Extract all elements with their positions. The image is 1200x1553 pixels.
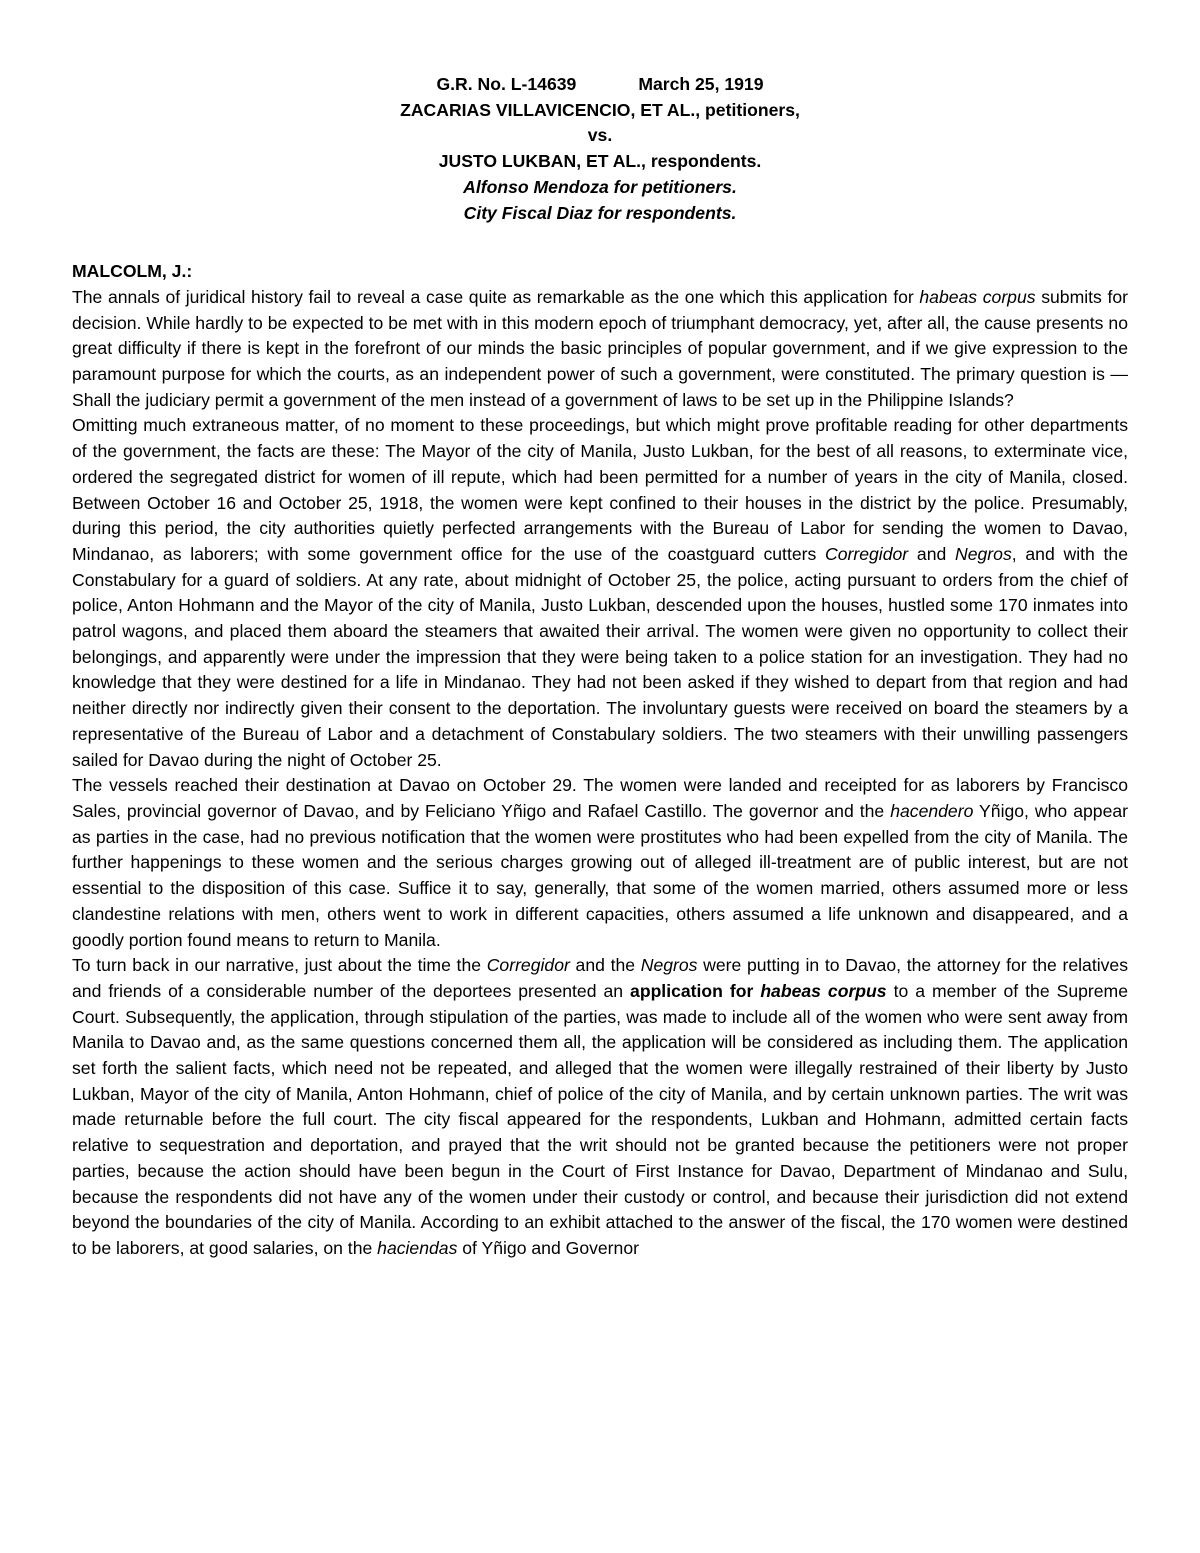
counsel-petitioners: Alfonso Mendoza for petitioners. — [463, 176, 737, 197]
case-number-line — [72, 72, 1128, 98]
case-date: March 25, 1919 — [638, 74, 764, 94]
case-header — [72, 72, 1128, 226]
paragraph-4: To turn back in our narrative, just about the time the Corregidor and the Negros were putting in to Davao, the attorney for the relatives and friends of a considerable number of the deportees presented an application for habeas corpus to a member of the Supreme Court. Subsequently, the application, through stipulation of the parties, was made to include all of the women who were sent away from Manila to Davao and, as the same questions concerned them all, the application will be considered as including them. The application set forth the salient facts, which need not be repeated, and alleged that the women were illegally restrained of their liberty by Justo Lukban, Mayor of the city of Manila, Anton Hohmann, chief of police of the city of Manila, and by certain unknown parties. The writ was made returnable before the full court. The city fiscal appeared for the respondents, Lukban and Hohmann, admitted certain facts relative to sequestration and deportation, and prayed that the writ should not be granted because the petitioners were not proper parties, because the action should have been begun in the Court of First Instance for Davao, Department of Mindanao and Sulu, because the respondents did not have any of the women under their custody or control, and because their jurisdiction did not extend beyond the boundaries of the city of Manila. According to an exhibit attached to the answer of the fiscal, the 170 women were destined to be laborers, at good salaries, on the haciendas of Yñigo and Governor — [72, 955, 1129, 1258]
respondents-line: JUSTO LUKBAN, ET AL., respondents. — [438, 151, 762, 172]
case-number: G.R. No. L-14639 — [436, 74, 577, 94]
petitioners-line: ZACARIAS VILLAVICENCIO, ET AL., petitioners, — [400, 99, 800, 120]
versus-line: vs. — [587, 125, 613, 146]
document-page — [72, 72, 1128, 1262]
paragraph-2: Omitting much extraneous matter, of no moment to these proceedings, but which might prove profitable reading for other departments of the government, the facts are these: The Mayor of the city of Manila, Justo Lukban, for the best of all reasons, to exterminate vice, ordered the segregated district for women of ill repute, which had been permitted for a number of years in the city of Manila, closed. Between October 16 and October 25, 1918, the women were kept confined to their houses in the district by the police. Presumably, during this period, the city authorities quietly perfected arrangements with the Bureau of Labor for sending the women to Davao, Mindanao, as laborers; with some government office for the use of the coastguard cutters Corregidor and Negros, and with the Constabulary for a guard of soldiers. At any rate, about midnight of October 25, the police, acting pursuant to orders from the chief of police, Anton Hohmann and the Mayor of the city of Manila, Justo Lukban, descended upon the houses, hustled some 170 inmates into patrol wagons, and placed them aboard the steamers that awaited their arrival. The women were given no opportunity to collect their belongings, and apparently were under the impression that they were being taken to a police station for an investigation. They had no knowledge that they were destined for a life in Mindanao. They had not been asked if they wished to depart from that region and had neither directly nor indirectly given their consent to the deportation. The involuntary guests were received on board the steamers by a representative of the Bureau of Labor and a detachment of Constabulary soldiers. The two steamers with their unwilling passengers sailed for Davao during the night of October 25. — [72, 415, 1128, 770]
paragraph-3: The vessels reached their destination at Davao on October 29. The women were landed and receipted for as laborers by Francisco Sales, provincial governor of Davao, and by Feliciano Yñigo and Rafael Castillo. The governor and the hacendero Yñigo, who appear as parties in the case, had no previous notification that the women were prostitutes who had been expelled from the city of Manila. The further happenings to these women and the serious charges growing out of alleged ill-treatment are of public interest, but are not essential to the disposition of this case. Suffice it to say, generally, that some of the women married, others assumed more or less clandestine relations with men, others went to work in different capacities, others assumed a life unknown and disappeared, and a goodly portion found means to return to Manila. — [72, 775, 1128, 950]
judge-name: MALCOLM, J.: — [72, 261, 193, 282]
paragraph-1: The annals of juridical history fail to reveal a case quite as remarkable as the one which this application for habeas corpus submits for decision. While hardly to be expected to be met with in this modern epoch of triumphant democracy, yet, after all, the cause presents no great difficulty if there is kept in the forefront of our minds the basic principles of popular government, and if we give expression to the paramount purpose for which the courts, as an independent power of such a government, were constituted. The primary question is — Shall the judiciary permit a government of the men instead of a government of laws to be set up in the Philippine Islands? — [72, 286, 1129, 410]
counsel-respondents: City Fiscal Diaz for respondents. — [463, 202, 737, 223]
